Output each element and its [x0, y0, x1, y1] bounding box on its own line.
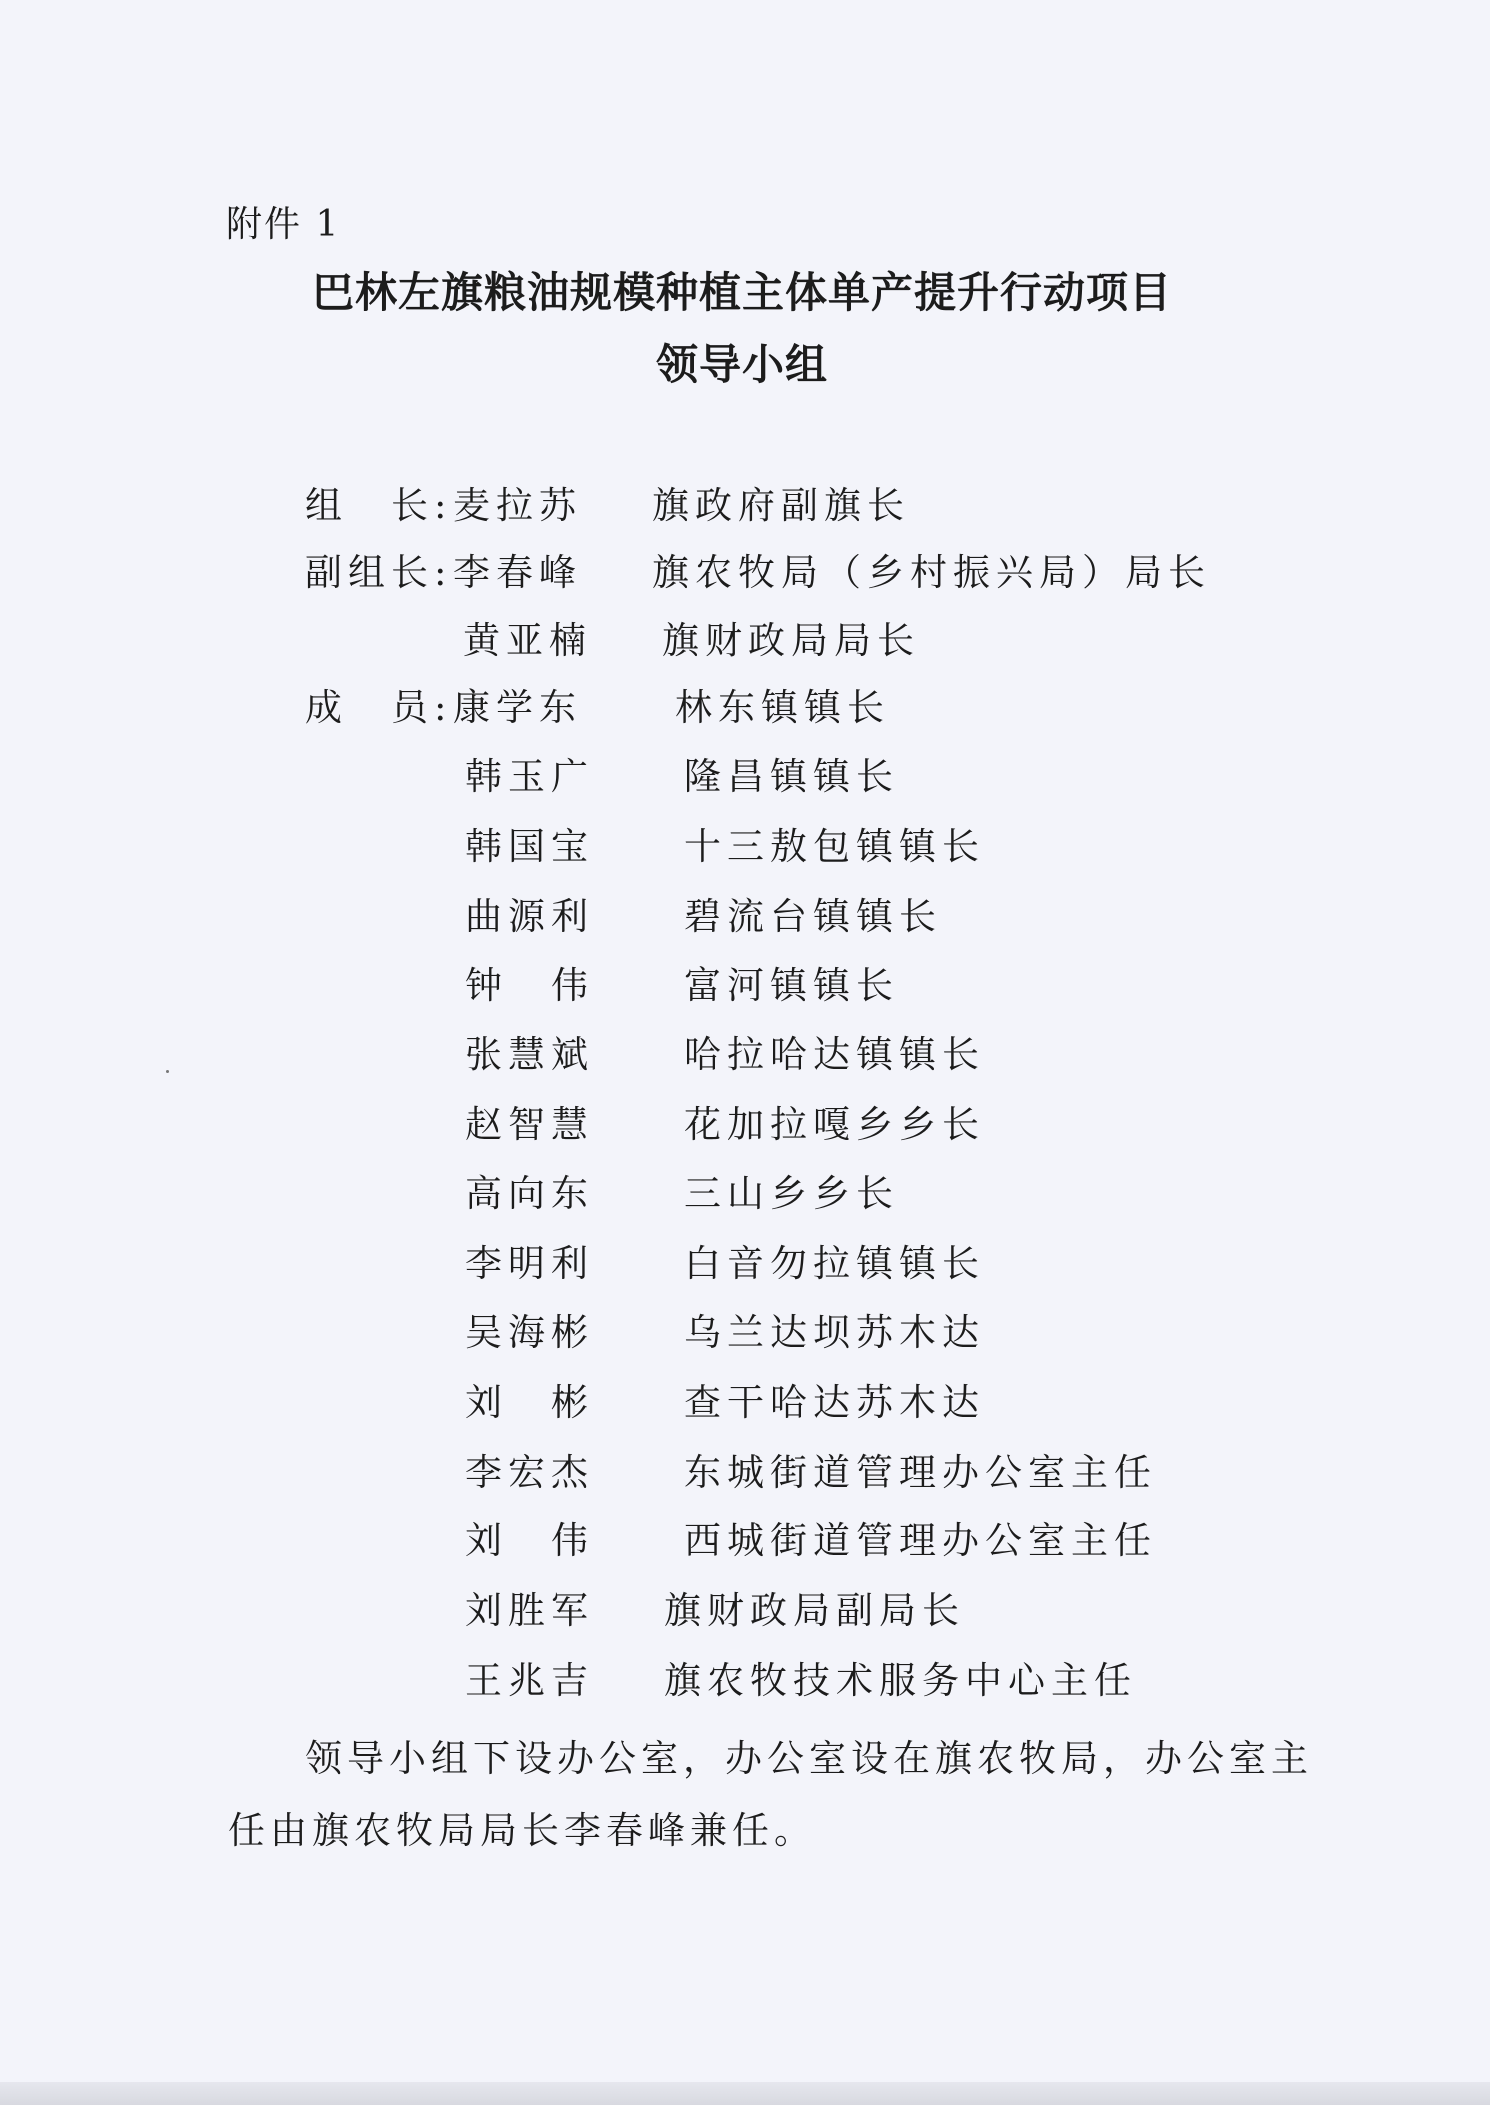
member-post: 查干哈达苏木达 — [684, 1381, 985, 1424]
member-post: 十三敖包镇镇长 — [684, 825, 985, 868]
attachment-label: 附件 1 — [226, 204, 341, 245]
member-post: 旗农牧局（乡村振兴局）局长 — [652, 551, 1211, 594]
member-name: 韩国宝 — [465, 825, 594, 868]
member-post: 富河镇镇长 — [684, 964, 899, 1007]
member-name: 刘 伟 — [465, 1519, 594, 1562]
scan-bottom-edge — [0, 2082, 1490, 2105]
member-name: 韩玉广 — [465, 755, 594, 798]
member-post: 花加拉嘎乡乡长 — [684, 1103, 985, 1146]
member-name: 张慧斌 — [465, 1033, 594, 1076]
member-role: 副组长: — [305, 551, 453, 594]
member-name: 高向东 — [465, 1172, 594, 1215]
member-name: 刘胜军 — [465, 1589, 594, 1632]
member-role: 成 员: — [305, 686, 453, 729]
office-note-line1: 领导小组下设办公室，办公室设在旗农牧局，办公室主 — [305, 1737, 1313, 1780]
member-post: 乌兰达坝苏木达 — [684, 1311, 985, 1354]
member-name: 李春峰 — [453, 551, 582, 594]
member-post: 旗农牧技术服务中心主任 — [664, 1659, 1137, 1702]
member-name: 李明利 — [465, 1242, 594, 1285]
document-title-line1: 巴林左旗粮油规模种植主体单产提升行动项目 — [311, 268, 1172, 317]
member-post: 旗财政局副局长 — [664, 1589, 965, 1632]
member-post: 东城街道管理办公室主任 — [684, 1451, 1157, 1494]
member-name: 赵智慧 — [465, 1103, 594, 1146]
member-post: 碧流台镇镇长 — [684, 895, 942, 938]
member-post: 三山乡乡长 — [684, 1172, 899, 1215]
member-name: 康学东 — [453, 686, 582, 729]
member-role: 组 长: — [305, 484, 453, 527]
member-post: 隆昌镇镇长 — [684, 755, 899, 798]
member-name: 钟 伟 — [465, 964, 594, 1007]
member-name: 黄亚楠 — [463, 619, 592, 662]
member-name: 王兆吉 — [465, 1659, 594, 1702]
member-post: 林东镇镇长 — [675, 686, 890, 729]
member-name: 曲源利 — [465, 895, 594, 938]
member-post: 旗政府副旗长 — [652, 484, 910, 527]
member-post: 白音勿拉镇镇长 — [684, 1242, 985, 1285]
member-post: 旗财政局局长 — [662, 619, 920, 662]
member-name: 刘 彬 — [465, 1381, 594, 1424]
office-note-line2: 任由旗农牧局局长李春峰兼任。 — [228, 1809, 816, 1852]
member-name: 吴海彬 — [465, 1311, 594, 1354]
member-name: 麦拉苏 — [453, 484, 582, 527]
member-name: 李宏杰 — [465, 1451, 594, 1494]
document-title-line2: 领导小组 — [655, 340, 828, 389]
scan-speck — [166, 1070, 169, 1073]
member-post: 西城街道管理办公室主任 — [684, 1519, 1157, 1562]
member-post: 哈拉哈达镇镇长 — [684, 1033, 985, 1076]
